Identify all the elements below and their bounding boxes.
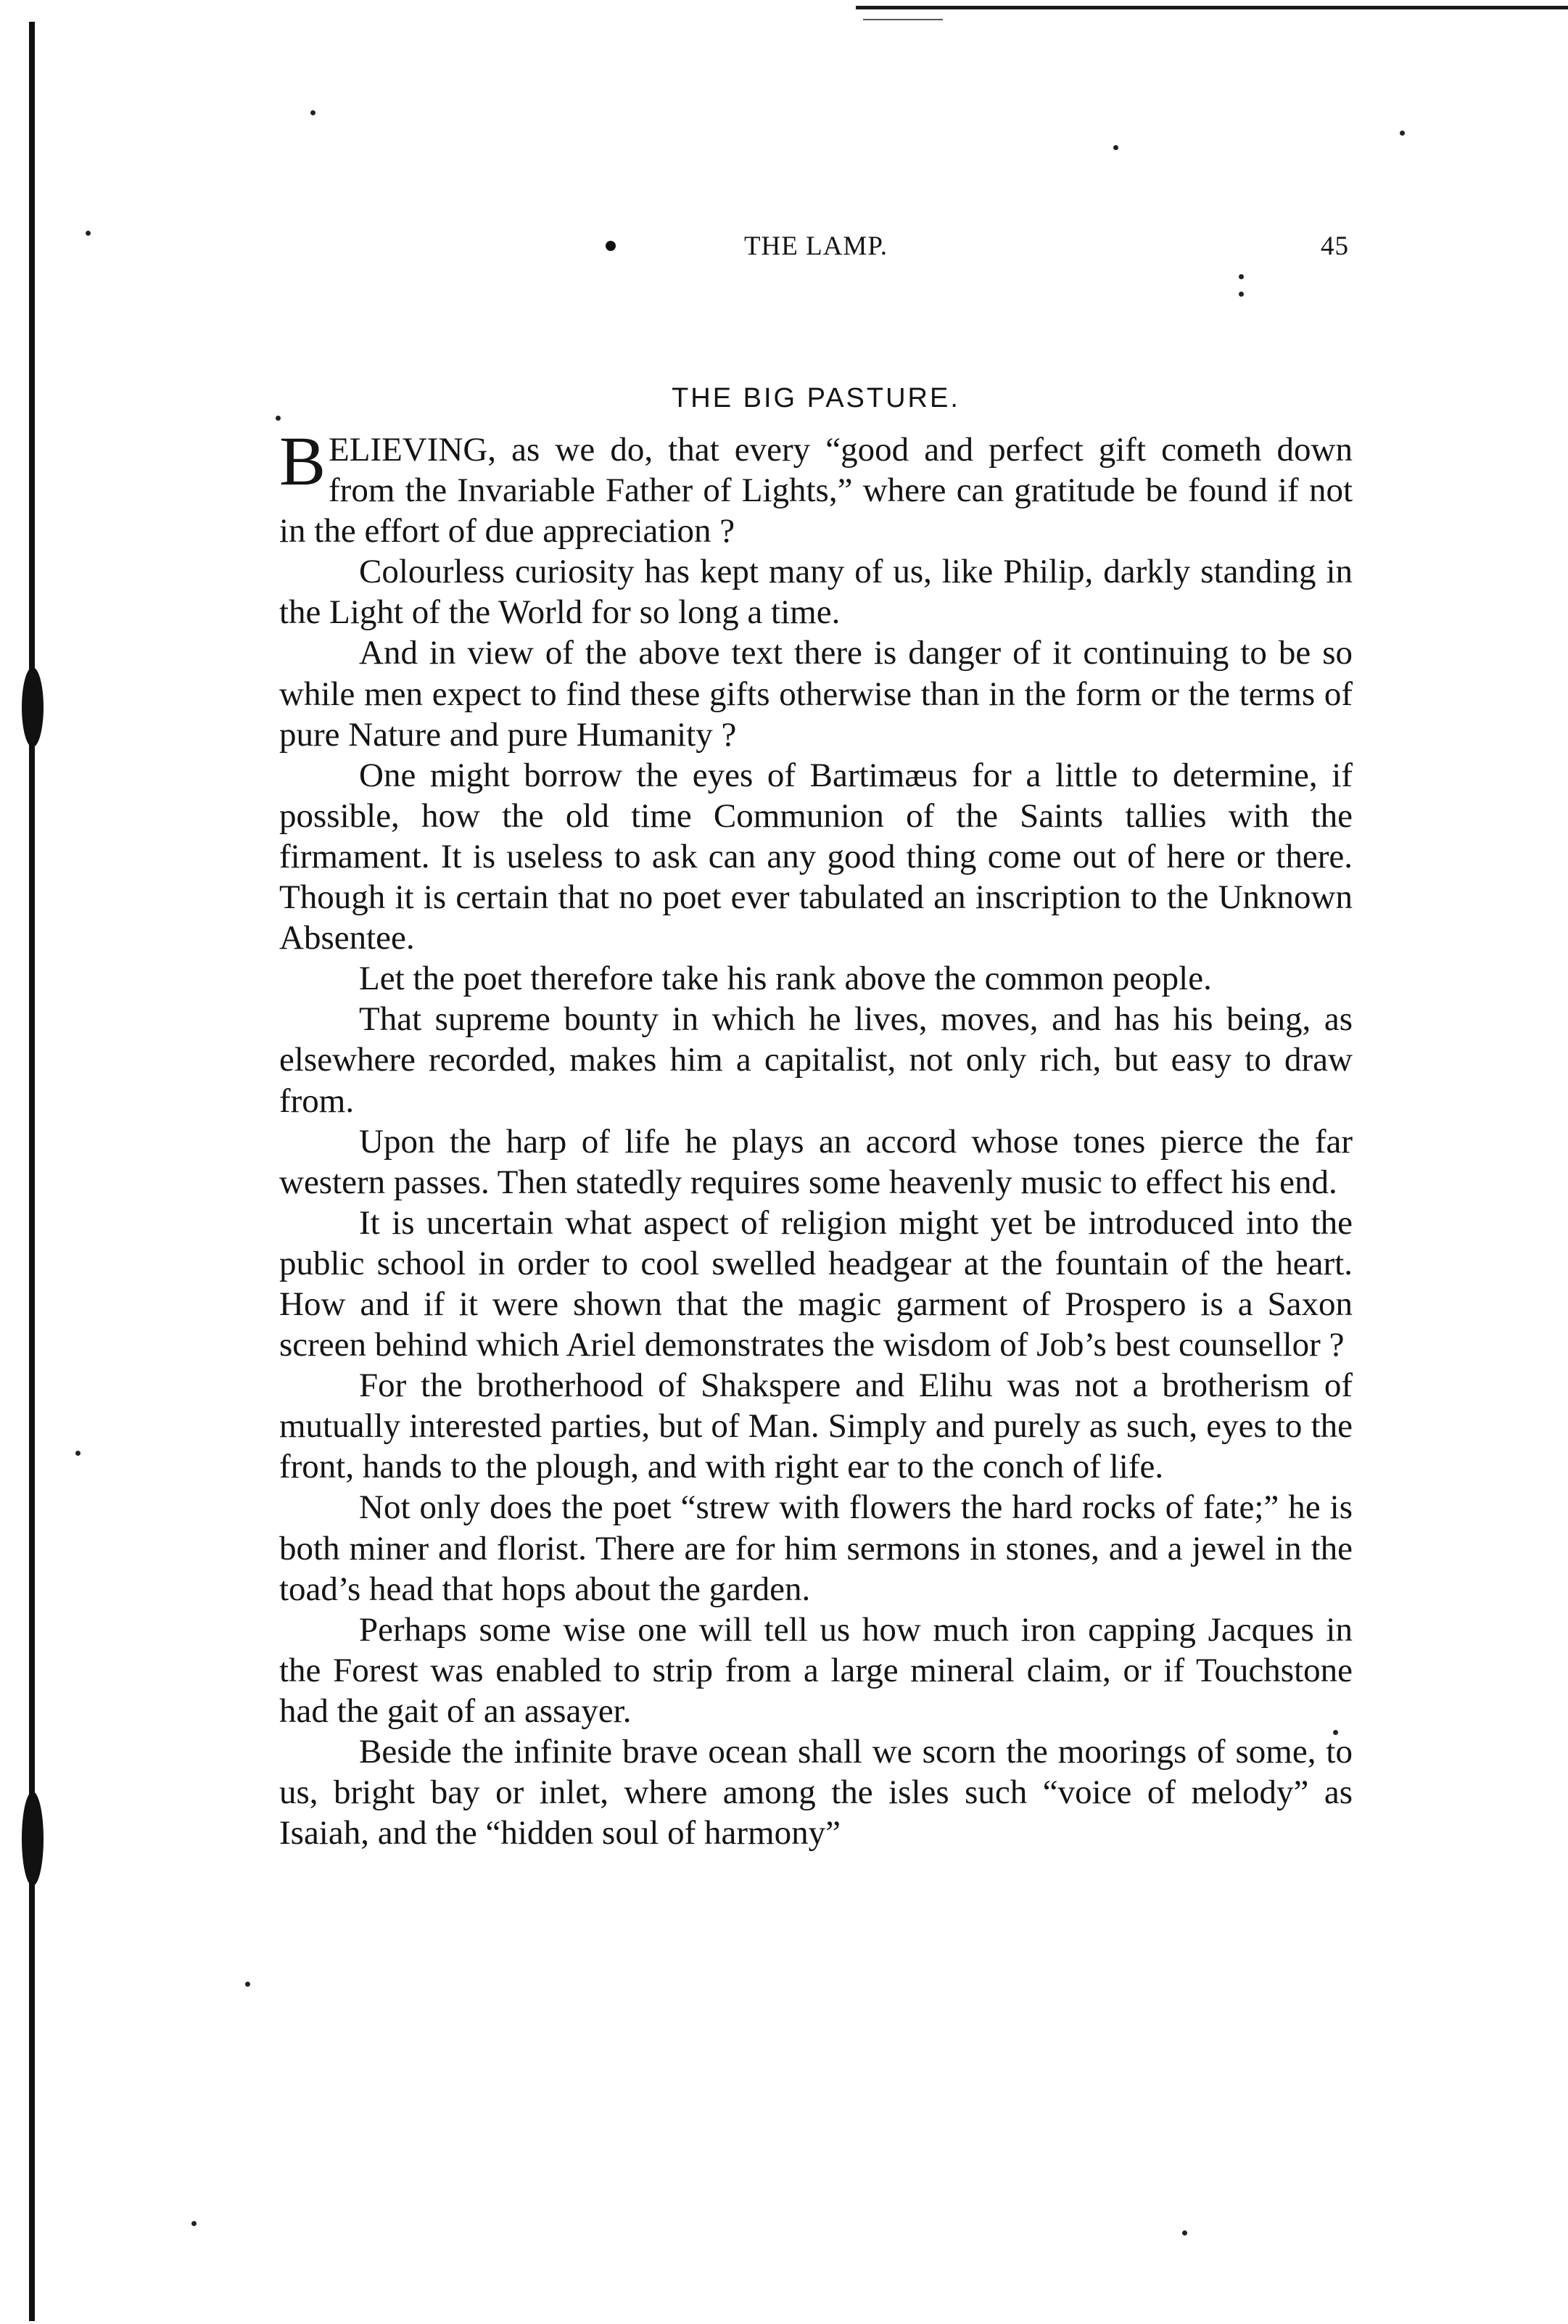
paragraph: Not only does the poet “strew with flowers the hard rocks of fate;” he is both miner and florist. There are for him sermons in stones, and a jewel in the toad’s head that hops about the garden. xyxy=(279,1488,1353,1608)
scan-speck xyxy=(191,2221,197,2226)
scan-speck xyxy=(1239,274,1244,279)
paragraph: And in view of the above text there is danger of it continuing to be so while men expect to find these gifts otherwise than in the form or the terms of pure Nature and pure Humanity ? xyxy=(279,634,1353,754)
paragraph: Colourless curiosity has kept many of us, like Philip, darkly standing in the Light of the World for so long a time. xyxy=(279,553,1353,632)
running-head: THE LAMP. xyxy=(743,231,888,261)
scan-speck xyxy=(1182,2230,1187,2236)
scan-speck xyxy=(310,110,315,115)
paragraph: Let the poet therefore take his rank above the common people. xyxy=(359,960,1212,998)
paragraph: Upon the harp of life he plays an accord whose tones pierce the far western passes. Then statedly requires some heavenly music to effect his end. xyxy=(279,1122,1353,1201)
paragraph xyxy=(279,422,1353,551)
paragraph: For the brotherhood of Shakspere and Elihu was not a brotherism of mutually interested parties, but of Man. Simply and purely as such, eyes to the front, hands to the plough, and with right ear to the conch of life. xyxy=(279,1367,1353,1486)
scan-speck xyxy=(1113,145,1118,150)
scan-speck xyxy=(276,416,281,421)
page-header xyxy=(276,231,1356,274)
paragraph: It is uncertain what aspect of religion might yet be introduced into the public school in order to cool swelled headgear at the fountain of the heart. How and if it were shown that the magic garment of Prospero is a Saxon screen behind which Ariel demonstrates the wisdom of Job’s best counsellor ? xyxy=(279,1203,1353,1364)
scan-speck xyxy=(75,1451,81,1456)
paragraph-text: ELIEVING, as we do, that every “good and perfect gift cometh down from the Invariable Father of Lights,” where can gratitude be found if not in the effort of due appreciation ? xyxy=(279,431,1353,551)
page-number: 45 xyxy=(1321,231,1349,261)
top-edge-rule xyxy=(856,6,1568,9)
scan-speck xyxy=(1239,292,1244,297)
binding-mark-upper xyxy=(22,667,44,747)
paragraph: That supreme bounty in which he lives, moves, and has his being, as elsewhere recorded, makes him a capitalist, not only rich, but easy to draw from. xyxy=(279,1000,1353,1120)
scan-speck xyxy=(245,1982,250,1987)
top-edge-rule-thin xyxy=(863,19,943,20)
article-body xyxy=(279,422,1353,1853)
paragraph: Beside the infinite brave ocean shall we scorn the moorings of some, to us, bright bay or inlet, where among the isles such “voice of melody” as Isaiah, and the “hidden soul of harmony” xyxy=(279,1733,1353,1853)
paragraph: One might borrow the eyes of Bartimæus for a little to determine, if possible, how the old time Communion of the Saints tallies with the firmament. It is useless to ask can any good thing come out of here or there. Though it is certain that no poet ever tabulated an inscription to the Unknown Absentee. xyxy=(279,756,1353,957)
article-title: THE BIG PASTURE. xyxy=(672,383,960,413)
drop-cap: B xyxy=(279,422,326,500)
paragraph: Perhaps some wise one will tell us how much iron capping Jacques in the Forest was enabled to strip from a large mineral claim, or if Touchstone had the gait of an assayer. xyxy=(279,1610,1353,1730)
binding-mark-lower xyxy=(22,1792,44,1886)
scan-speck xyxy=(86,231,91,236)
scan-speck xyxy=(1400,131,1405,136)
binding-edge xyxy=(29,22,35,2321)
